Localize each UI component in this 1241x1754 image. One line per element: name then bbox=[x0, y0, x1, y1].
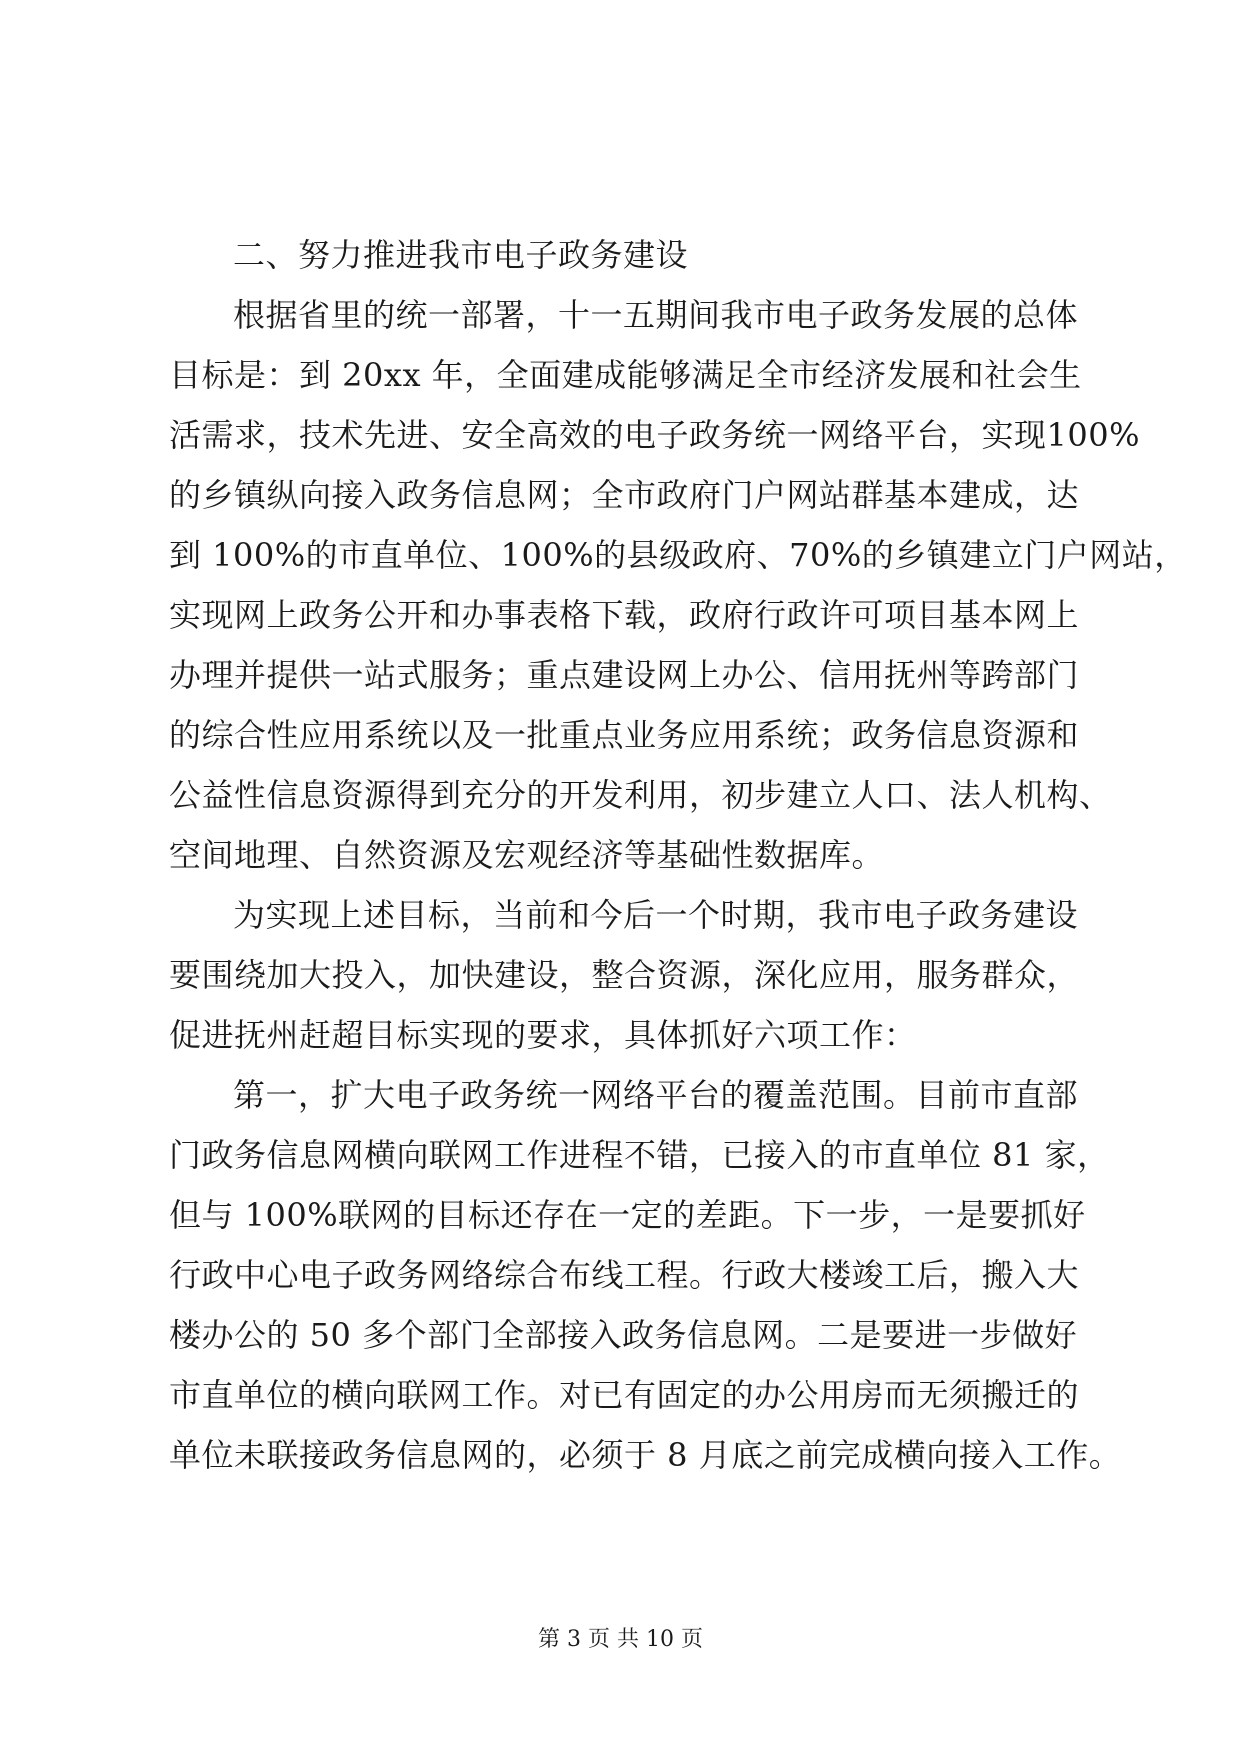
paragraph-line: 促进抚州赶超目标实现的要求，具体抓好六项工作： bbox=[169, 1016, 917, 1054]
paragraph-line: 市直单位的横向联网工作。对已有固定的办公用房而无须搬迁的 bbox=[169, 1376, 1080, 1414]
paragraph-line: 活需求，技术先进、安全高效的电子政务统一网络平台，实现100% bbox=[169, 416, 1140, 454]
paragraph-line: 实现网上政务公开和办事表格下载，政府行政许可项目基本网上 bbox=[169, 596, 1080, 634]
paragraph-line: 为实现上述目标，当前和今后一个时期，我市电子政务建设 bbox=[233, 896, 1079, 934]
document-body bbox=[169, 225, 1187, 1485]
paragraph-line: 楼办公的 50 多个部门全部接入政务信息网。二是要进一步做好 bbox=[169, 1316, 1078, 1354]
paragraph-line: 目标是：到 20xx 年，全面建成能够满足全市经济发展和社会生 bbox=[169, 356, 1082, 394]
paragraph-line: 但与 100%联网的目标还存在一定的差距。下一步，一是要抓好 bbox=[169, 1196, 1086, 1234]
paragraph-line: 根据省里的统一部署，十一五期间我市电子政务发展的总体 bbox=[233, 296, 1079, 334]
paragraph-line: 门政务信息网横向联网工作进程不错，已接入的市直单位 81 家， bbox=[169, 1136, 1110, 1174]
paragraph-line: 的乡镇纵向接入政务信息网；全市政府门户网站群基本建成，达 bbox=[169, 476, 1080, 514]
paragraph-line: 要围绕加大投入，加快建设，整合资源，深化应用，服务群众， bbox=[169, 956, 1080, 994]
paragraph-1 bbox=[169, 285, 1187, 885]
paragraph-3 bbox=[169, 1065, 1122, 1485]
section-heading: 二、努力推进我市电子政务建设 bbox=[233, 236, 689, 274]
page-number-footer: 第 3 页 共 10 页 bbox=[538, 1627, 703, 1652]
paragraph-line: 空间地理、自然资源及宏观经济等基础性数据库。 bbox=[169, 836, 885, 874]
paragraph-line: 公益性信息资源得到充分的开发利用，初步建立人口、法人机构、 bbox=[169, 776, 1112, 814]
paragraph-line: 的综合性应用系统以及一批重点业务应用系统；政务信息资源和 bbox=[169, 716, 1080, 754]
paragraph-line: 第一，扩大电子政务统一网络平台的覆盖范围。目前市直部 bbox=[233, 1076, 1079, 1114]
paragraph-2 bbox=[169, 885, 1080, 1065]
paragraph-line: 到 100%的市直单位、100%的县级政府、70%的乡镇建立门户网站， bbox=[169, 536, 1187, 574]
paragraph-line: 办理并提供一站式服务；重点建设网上办公、信用抚州等跨部门 bbox=[169, 656, 1080, 694]
paragraph-line: 行政中心电子政务网络综合布线工程。行政大楼竣工后，搬入大 bbox=[169, 1256, 1080, 1294]
paragraph-line: 单位未联接政务信息网的，必须于 8 月底之前完成横向接入工作。 bbox=[169, 1436, 1122, 1474]
